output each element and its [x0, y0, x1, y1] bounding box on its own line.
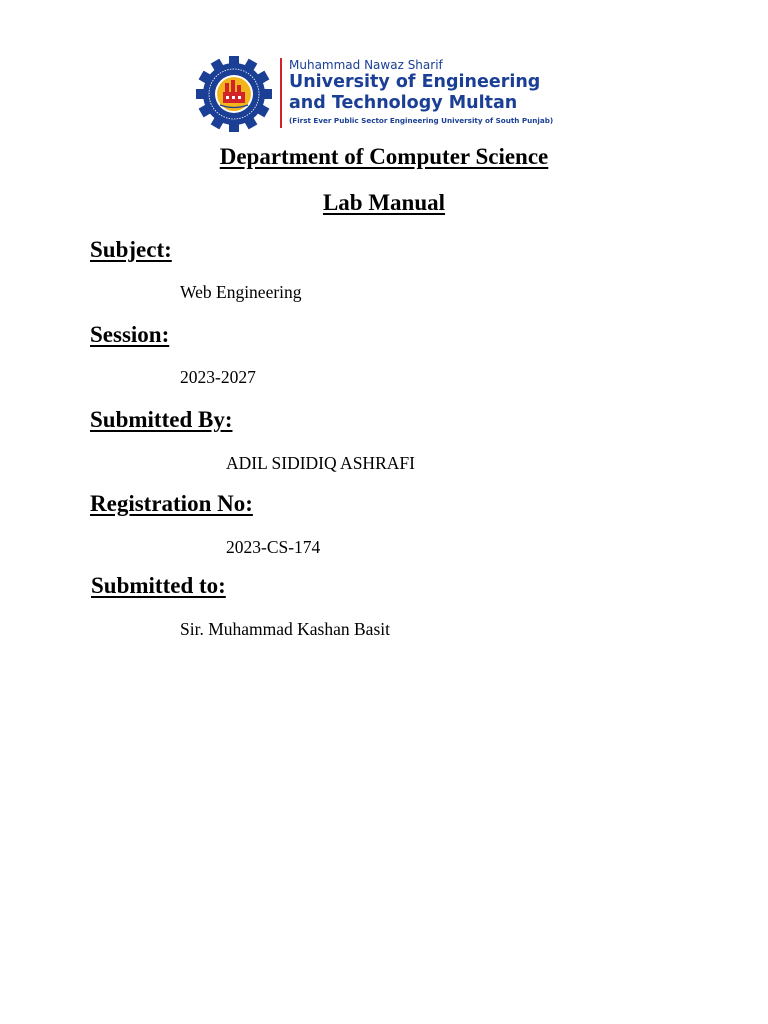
session-label: Session: [90, 322, 170, 347]
department-title: Department of Computer Science [219, 144, 549, 169]
university-line-3: and Technology Multan [289, 93, 518, 113]
university-seal-gear-icon [193, 56, 275, 132]
subject-label: Subject: [90, 237, 172, 262]
subject-value: Web Engineering [180, 282, 302, 302]
document-title: Lab Manual [322, 190, 446, 215]
university-tagline: (First Ever Public Sector Engineering University of South Punjab) [289, 116, 554, 125]
university-header [193, 56, 593, 132]
registration-label: Registration No: [90, 491, 253, 516]
header-divider [280, 58, 282, 128]
submitted-to-label: Submitted to: [91, 573, 226, 598]
university-name-block [289, 56, 589, 126]
submitted-to-value: Sir. Muhammad Kashan Basit [180, 619, 390, 639]
registration-value: 2023-CS-174 [226, 537, 321, 557]
university-line-1: Muhammad Nawaz Sharif [289, 58, 443, 72]
submitted-by-label: Submitted By: [90, 407, 233, 432]
submitted-by-value: ADIL SIDIDIQ ASHRAFI [226, 453, 415, 473]
session-value: 2023-2027 [180, 367, 256, 387]
university-line-2: University of Engineering [289, 72, 541, 92]
